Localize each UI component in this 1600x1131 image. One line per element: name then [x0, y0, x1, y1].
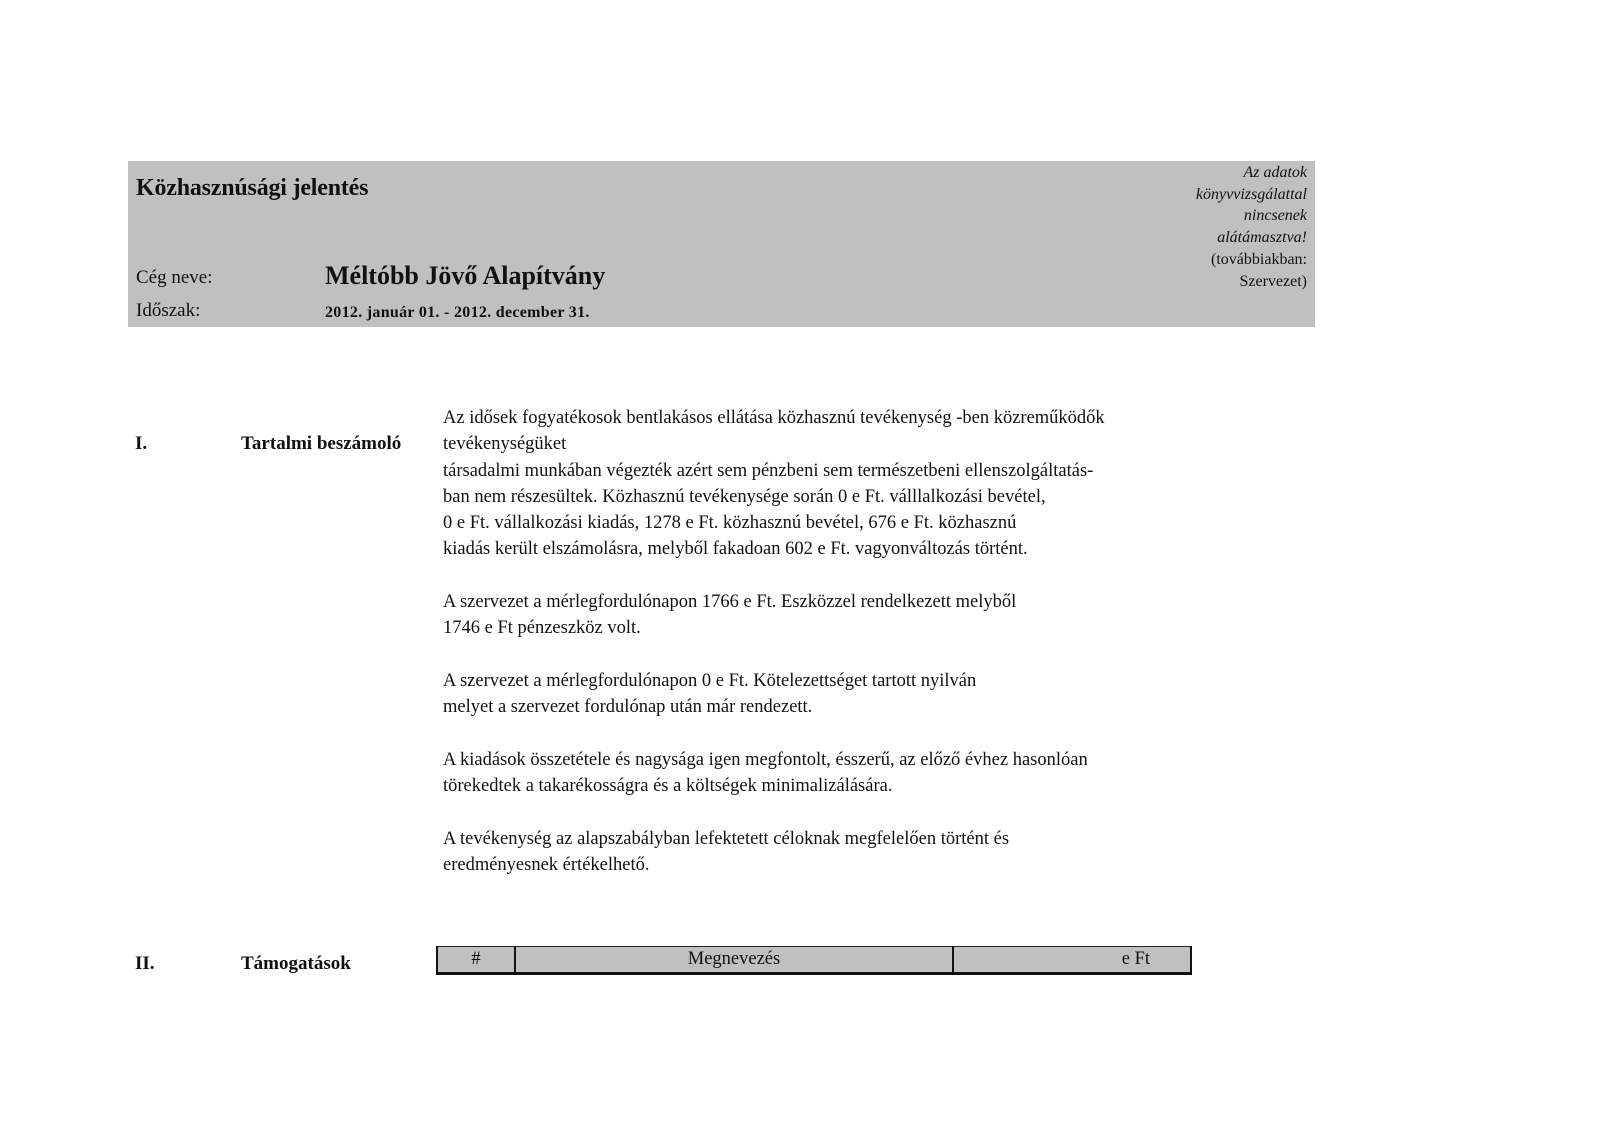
text-line: A szervezet a mérlegfordulónapon 1766 e Ft. Eszközzel rendelkezett melyből: [443, 592, 1017, 613]
section-1-number: I.: [135, 433, 148, 454]
content-paragraph: [443, 589, 1213, 642]
content-paragraph: [443, 747, 1213, 800]
report-header: [128, 161, 1315, 327]
audit-note-line: Szervezet): [1239, 272, 1307, 290]
audit-note-line: nincsenek: [1243, 207, 1307, 225]
audit-note-line: (továbbiakban:: [1211, 250, 1307, 268]
text-line: A szervezet a mérlegfordulónapon 0 e Ft. Kötelezettséget tartott nyilván: [443, 670, 977, 691]
period-label: Időszak:: [136, 300, 201, 321]
company-label: Cég neve:: [136, 267, 213, 288]
audit-note-line: könyvvizsgálattal: [1195, 185, 1307, 203]
text-line: eredményesnek értékelhető.: [443, 855, 650, 876]
document-title: Közhasznúsági jelentés: [136, 175, 369, 201]
table-header-row: [437, 947, 1191, 974]
text-line: társadalmi munkában végezték azért sem pénzbeni sem természetbeni ellenszolgáltatás-: [443, 460, 1094, 481]
section-2-title: Támogatások: [241, 953, 351, 974]
column-header-amount: e Ft: [953, 947, 1191, 974]
period-value: 2012. január 01. - 2012. december 31.: [325, 304, 590, 321]
audit-note-line: Az adatok: [1243, 164, 1307, 181]
content-paragraph: [443, 405, 1213, 563]
text-line: tevékenységüket: [443, 434, 567, 455]
section-1-title: Tartalmi beszámoló: [241, 433, 402, 454]
text-line: ban nem részesültek. Közhasznú tevékenysége során 0 e Ft. válllalkozási bevétel,: [443, 486, 1046, 507]
section-2-number: II.: [135, 953, 155, 974]
text-line: A tevékenység az alapszabályban lefektetett céloknak megfelelően történt és: [443, 828, 1010, 849]
column-header-number: #: [437, 947, 515, 974]
content-paragraph: [443, 668, 1213, 721]
content-paragraph: [443, 826, 1213, 879]
text-line: 0 e Ft. vállalkozási kiadás, 1278 e Ft. közhasznú bevétel, 676 e Ft. közhasznú: [443, 513, 1017, 534]
text-line: melyet a szervezet fordulónap után már rendezett.: [443, 697, 813, 718]
text-line: Az idősek fogyatékosok bentlakásos ellátása közhasznú tevékenység -ben közreműködők: [443, 408, 1105, 428]
company-name: Méltóbb Jövő Alapítvány: [325, 261, 606, 290]
text-line: A kiadások összetétele és nagysága igen megfontolt, ésszerű, az előző évhez hasonlóan: [443, 749, 1088, 770]
audit-note: [1196, 162, 1307, 292]
text-line: törekedtek a takarékosságra és a költségek minimalizálására.: [443, 776, 893, 797]
text-line: 1746 e Ft pénzeszköz volt.: [443, 618, 641, 639]
section-1-content: [443, 405, 1213, 905]
audit-note-line: alátámasztva!: [1217, 229, 1307, 247]
support-table: [436, 946, 1192, 975]
text-line: kiadás került elszámolásra, melyből fakadoan 602 e Ft. vagyonváltozás történt.: [443, 539, 1028, 560]
column-header-name: Megnevezés: [515, 947, 953, 974]
